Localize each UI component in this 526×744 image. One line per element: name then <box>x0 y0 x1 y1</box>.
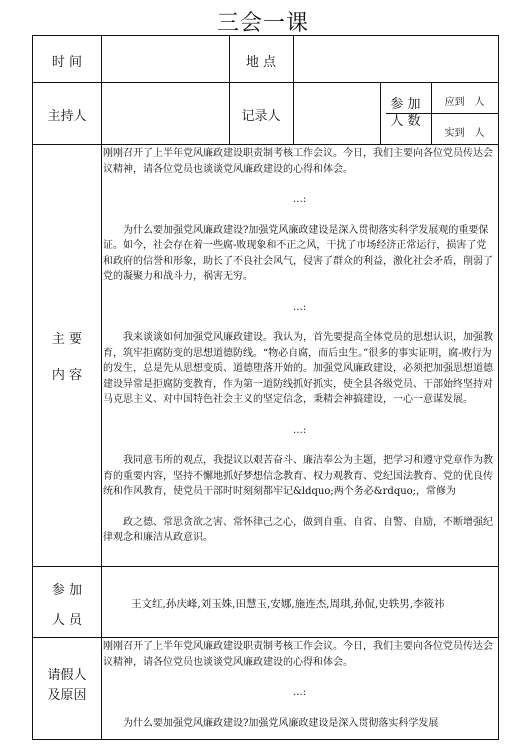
leave-label: 请假人 及原因 <box>47 668 87 703</box>
content-paragraph: 我同意韦所的观点，我提议以艰苦奋斗、廉洁奉公为主题，把学习和遵守党章作为教育的重要内容，坚持不懈地抓好梦想信念教育、权力观教育、党纪国法教育、党的优良传统和作风教育，使党员干部时时刻刻都牢记&ldquo;两个务必&rdquo;，常修为 <box>103 455 493 497</box>
leave-content-text <box>103 639 496 738</box>
participants-names: 王文红,孙庆峰,刘玉姝,田慧玉,安娜,施连杰,周琪,孙侃,史轶男,李筱祎 <box>131 598 445 610</box>
label-column-divider <box>101 36 102 739</box>
row-divider <box>33 82 498 83</box>
leave-paragraph: 为什么要加强党风廉政建设?加强党风廉政建设是深入贯彻落实科学发展 <box>123 717 439 729</box>
leave-paragraph: 刚刚召开了上半年党风廉政建设职责制考核工作会议。今日，我们主要向各位党员传达会议精神，请各位党员也谈谈党风廉政建设的心得和体会。 <box>103 641 493 668</box>
content-paragraph: 刚刚召开了上半年党风廉政建设职责制考核工作会议。今日，我们主要向各位党员传达会议精神，请各位党员也谈谈党风廉政建设的心得和体会。 <box>103 148 493 175</box>
host-label: 主持人 <box>47 109 87 124</box>
actual-attend: 实到 人 <box>444 128 485 139</box>
content-separator: …: <box>292 194 307 205</box>
content-paragraph: 政之德、常思贪欲之害、常怀律己之心，做到自重、自省、自警、自励，不断增强纪律观念和廉洁从政意识。 <box>103 516 493 543</box>
participants-label: 参 加 人 员 <box>51 583 83 628</box>
row-divider <box>33 144 498 145</box>
col-divider <box>293 36 294 144</box>
content-paragraph: 我来谈谈如何加强党风廉政建设。我认为，首先要提高全体党员的思想认识，加强教育，筑牢拒腐防变的思想道德防线。“物必自腐，而后虫生。”很多的事实证明，腐-败行为的发生，总是先从思想变质、道德堕落开始的。加强党风廉政建设，必须把加强思想道德建设异常是拒腐防变教育，作为第一道防线抓好抓实，使全县各级党员、干部始终坚持对马克思主义、对中国特色社会主义的坚定信念，秉精会神搞建设，一心一意谋发展。 <box>103 332 493 405</box>
content-separator: …: <box>292 424 307 436</box>
should-attend: 应到 人 <box>444 97 485 108</box>
page-title: 三会一课 <box>216 11 309 36</box>
meeting-record-table <box>32 35 499 740</box>
time-label: 时 间 <box>51 55 83 70</box>
row-divider <box>33 637 498 638</box>
content-paragraph: 为什么要加强党风廉政建设?加强党风廉政建设是深入贯彻落实科学发展观的重要保证。如今，社会存在着一些腐-败现象和不正之风，干扰了市场经济正常运行，损害了党和政府的信誉和形象，助长了不良社会风气，侵害了群众的利益，激化社会矛盾，削弱了党的凝聚力和战斗力，祸害无穷。 <box>103 224 493 282</box>
recorder-label: 记录人 <box>241 109 281 124</box>
row-divider <box>33 566 498 567</box>
place-label: 地 点 <box>245 55 277 70</box>
main-content-text <box>103 146 496 565</box>
leave-separator: …: <box>292 687 307 698</box>
attendance-count-label: 参 加 人 数 <box>390 97 421 129</box>
main-content-label: 主 要 内 容 <box>51 332 83 383</box>
content-separator: …: <box>292 301 307 313</box>
